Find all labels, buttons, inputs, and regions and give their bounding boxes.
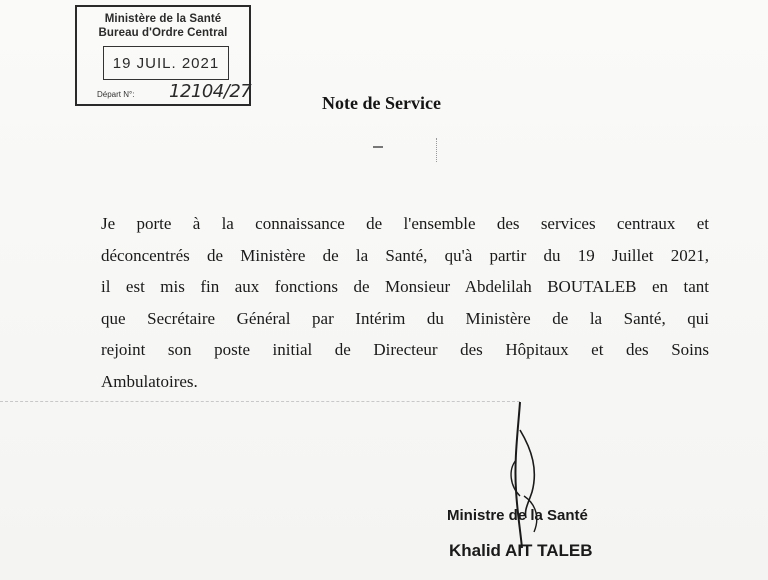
body-line: Ambulatoires.: [101, 371, 198, 391]
stamp-date: 19 JUIL. 2021: [112, 54, 220, 72]
scan-dashed-line: [0, 401, 520, 402]
stamp-depart-number: 12104/27: [169, 81, 252, 102]
stamp-ministry-label: Ministère de la Santé: [104, 13, 222, 25]
body-line: que Secrétaire Général par Intérim du Ministère de la Santé, qui: [101, 308, 709, 328]
document-body: [101, 208, 709, 398]
handwritten-signature: [480, 400, 560, 550]
stamp-depart-label: Départ N°:: [97, 90, 135, 99]
body-line: déconcentrés de Ministère de la Santé, qu'à partir du 19 Juillet 2021,: [101, 245, 709, 265]
stamp-date-box: [103, 46, 229, 80]
scan-mark-dotted: [436, 138, 440, 162]
stamp-office-label: Bureau d'Ordre Central: [98, 27, 228, 39]
body-line: il est mis fin aux fonctions de Monsieur Abdelilah BOUTALEB en tant: [101, 277, 709, 297]
body-line: rejoint son poste initial de Directeur des Hôpitaux et des Soins: [101, 340, 709, 360]
signatory-title: Ministre de la Santé: [447, 507, 588, 524]
document-title: Note de Service: [322, 93, 441, 113]
office-stamp: [75, 5, 251, 106]
body-line: Je porte à la connaissance de l'ensemble des services centraux et: [101, 214, 709, 233]
signatory-name: Khalid AIT TALEB: [449, 541, 593, 560]
scan-mark: [373, 146, 383, 148]
